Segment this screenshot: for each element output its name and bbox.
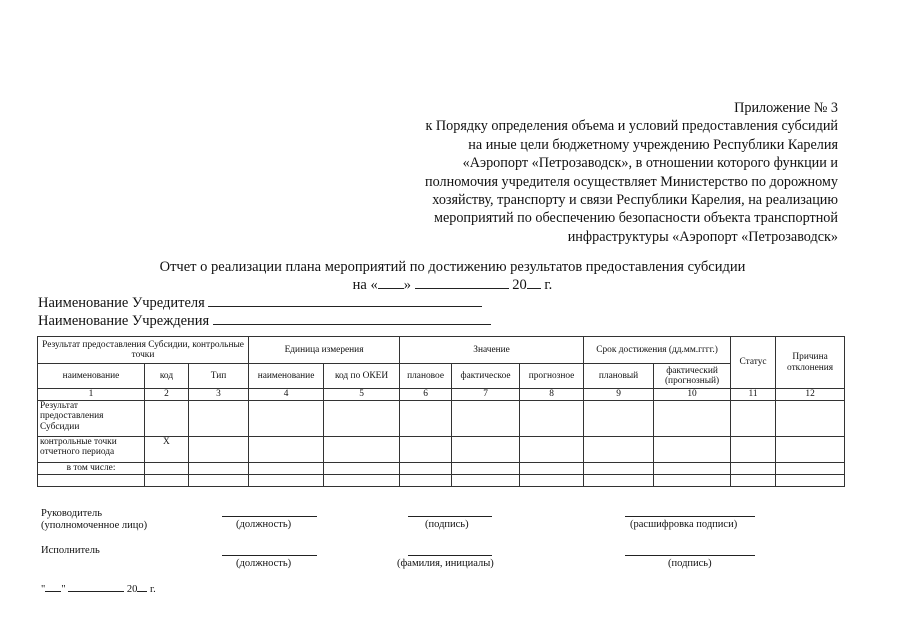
appendix-line: к Порядку определения объема и условий предоставления субсидий xyxy=(425,118,838,135)
founder-row xyxy=(38,294,482,312)
sign-year-prefix: 20 xyxy=(126,584,138,595)
table-cell[interactable] xyxy=(189,462,249,474)
subheader-forecast: прогнозное xyxy=(520,364,584,389)
report-table xyxy=(37,336,845,487)
subheader-unit-name: наименование xyxy=(249,364,324,389)
col-number: 7 xyxy=(452,389,520,401)
table-cell[interactable] xyxy=(654,436,731,462)
table-cell[interactable] xyxy=(776,474,845,486)
institution-row xyxy=(38,312,491,330)
table-cell[interactable] xyxy=(520,400,584,436)
subheader-actual-date: фактический (прогнозный) xyxy=(654,364,731,389)
appendix-line: мероприятий по обеспечению безопасности объекта транспортной xyxy=(433,210,838,227)
table-cell[interactable] xyxy=(189,400,249,436)
header-status: Статус xyxy=(731,337,776,389)
sign-date xyxy=(41,582,156,595)
table-cell[interactable] xyxy=(145,400,189,436)
table-cell[interactable] xyxy=(584,400,654,436)
table-cell[interactable] xyxy=(324,436,400,462)
year-blank[interactable] xyxy=(527,276,541,289)
table-cell[interactable] xyxy=(145,474,189,486)
col-number: 3 xyxy=(189,389,249,401)
executor-signature-caption: (подпись) xyxy=(668,558,712,569)
institution-label: Наименование Учреждения xyxy=(38,313,210,329)
year-prefix: 20 xyxy=(512,277,527,293)
table-row xyxy=(38,400,845,436)
month-blank[interactable] xyxy=(415,276,509,289)
table-row xyxy=(38,436,845,462)
sign-month-blank[interactable] xyxy=(68,582,124,592)
table-cell[interactable] xyxy=(654,462,731,474)
date-prefix: на « xyxy=(352,277,378,293)
col-number: 10 xyxy=(654,389,731,401)
sign-day-blank[interactable] xyxy=(45,582,61,592)
header-value: Значение xyxy=(400,337,584,364)
executor-name-caption: (фамилия, инициалы) xyxy=(397,558,494,569)
report-title: Отчет о реализации плана мероприятий по достижению результатов предоставления субсидии xyxy=(159,259,746,275)
col-number: 12 xyxy=(776,389,845,401)
col-number: 5 xyxy=(324,389,400,401)
subheader-planned: плановое xyxy=(400,364,452,389)
col-number: 9 xyxy=(584,389,654,401)
table-cell[interactable] xyxy=(145,462,189,474)
table-cell[interactable] xyxy=(249,436,324,462)
appendix-line: на иные цели бюджетному учреждению Республики Карелия xyxy=(468,136,838,153)
table-cell[interactable] xyxy=(452,474,520,486)
year-suffix: г. xyxy=(544,277,553,293)
head-label: Руководитель xyxy=(41,508,102,519)
date-quote-close: " xyxy=(61,584,66,595)
report-date-line xyxy=(0,276,905,294)
table-row xyxy=(38,474,845,486)
executor-signature-line[interactable] xyxy=(625,555,755,556)
executor-label: Исполнитель xyxy=(41,545,100,556)
table-cell[interactable] xyxy=(731,400,776,436)
table-cell[interactable] xyxy=(324,474,400,486)
table-cell[interactable] xyxy=(776,436,845,462)
institution-field[interactable] xyxy=(213,312,491,325)
table-cell[interactable] xyxy=(189,474,249,486)
subheader-code: код xyxy=(145,364,189,389)
table-cell[interactable] xyxy=(400,400,452,436)
header-reason: Причина отклонения xyxy=(776,337,845,389)
appendix-number: Приложение № 3 xyxy=(734,100,838,116)
appendix-header xyxy=(368,99,838,246)
col-number: 11 xyxy=(731,389,776,401)
table-cell[interactable] xyxy=(324,462,400,474)
row-checkpoints-label: контрольные точки отчетного периода xyxy=(38,436,145,462)
head-decoding-line[interactable] xyxy=(625,516,755,517)
table-cell[interactable] xyxy=(249,474,324,486)
table-cell[interactable] xyxy=(776,462,845,474)
col-number: 8 xyxy=(520,389,584,401)
row-result-label: Результат предоставления Субсидии xyxy=(38,400,145,436)
subheader-name: наименование xyxy=(38,364,145,389)
col-number: 1 xyxy=(38,389,145,401)
date-mid: » xyxy=(403,277,411,293)
subheader-type: Тип xyxy=(189,364,249,389)
table-cell[interactable] xyxy=(249,462,324,474)
head-signature-caption: (подпись) xyxy=(425,519,469,530)
table-row xyxy=(38,462,845,474)
table-cell[interactable] xyxy=(654,400,731,436)
appendix-line: полномочия учредителя осуществляет Министерство по дорожному xyxy=(425,173,838,190)
table-cell[interactable] xyxy=(731,436,776,462)
table-cell[interactable] xyxy=(452,436,520,462)
head-signature-line[interactable] xyxy=(408,516,492,517)
table-cell[interactable] xyxy=(520,462,584,474)
table-cell[interactable] xyxy=(520,436,584,462)
table-cell[interactable] xyxy=(249,400,324,436)
sign-year-suffix: г. xyxy=(149,584,156,595)
day-blank[interactable] xyxy=(378,276,404,289)
table-cell[interactable] xyxy=(452,400,520,436)
table-cell[interactable] xyxy=(654,474,731,486)
founder-field[interactable] xyxy=(208,294,482,307)
date-quote-open: " xyxy=(41,584,46,595)
sign-year-blank[interactable] xyxy=(137,582,147,592)
table-cell[interactable] xyxy=(731,474,776,486)
header-unit: Единица измерения xyxy=(249,337,400,364)
subheader-actual: фактическое xyxy=(452,364,520,389)
row-including-label: в том числе: xyxy=(38,462,145,474)
table-cell[interactable] xyxy=(324,400,400,436)
subheader-planned-date: плановый xyxy=(584,364,654,389)
row-checkpoints-code: X xyxy=(145,436,189,462)
founder-label: Наименование Учредителя xyxy=(38,295,205,311)
appendix-line: «Аэропорт «Петрозаводск», в отношении которого функции и xyxy=(462,155,838,172)
col-number: 6 xyxy=(400,389,452,401)
table-cell[interactable] xyxy=(584,462,654,474)
header-result: Результат предоставления Субсидии, контрольные точки xyxy=(38,337,249,364)
head-sublabel: (уполномоченное лицо) xyxy=(41,520,148,531)
table-cell[interactable] xyxy=(400,474,452,486)
executor-position-caption: (должность) xyxy=(236,558,292,569)
executor-name-line[interactable] xyxy=(408,555,492,556)
table-cell[interactable] xyxy=(189,436,249,462)
table-cell[interactable] xyxy=(400,436,452,462)
table-cell[interactable] xyxy=(400,462,452,474)
table-cell[interactable] xyxy=(584,474,654,486)
col-number: 4 xyxy=(249,389,324,401)
table-cell[interactable] xyxy=(584,436,654,462)
head-position-caption: (должность) xyxy=(236,519,292,530)
col-number: 2 xyxy=(145,389,189,401)
appendix-line: инфраструктуры «Аэропорт «Петрозаводск» xyxy=(567,228,838,245)
head-position-line[interactable] xyxy=(222,516,317,517)
executor-position-line[interactable] xyxy=(222,555,317,556)
head-decoding-caption: (расшифровка подписи) xyxy=(630,519,738,530)
header-deadline: Срок достижения (дд.мм.гггг.) xyxy=(584,337,731,364)
appendix-line: хозяйству, транспорту и связи Республики Карелия, на реализацию xyxy=(432,192,838,209)
table-cell[interactable] xyxy=(520,474,584,486)
table-cell[interactable] xyxy=(731,462,776,474)
table-cell[interactable] xyxy=(776,400,845,436)
table-cell[interactable] xyxy=(452,462,520,474)
table-cell[interactable] xyxy=(38,474,145,486)
subheader-okei: код по ОКЕИ xyxy=(324,364,400,389)
